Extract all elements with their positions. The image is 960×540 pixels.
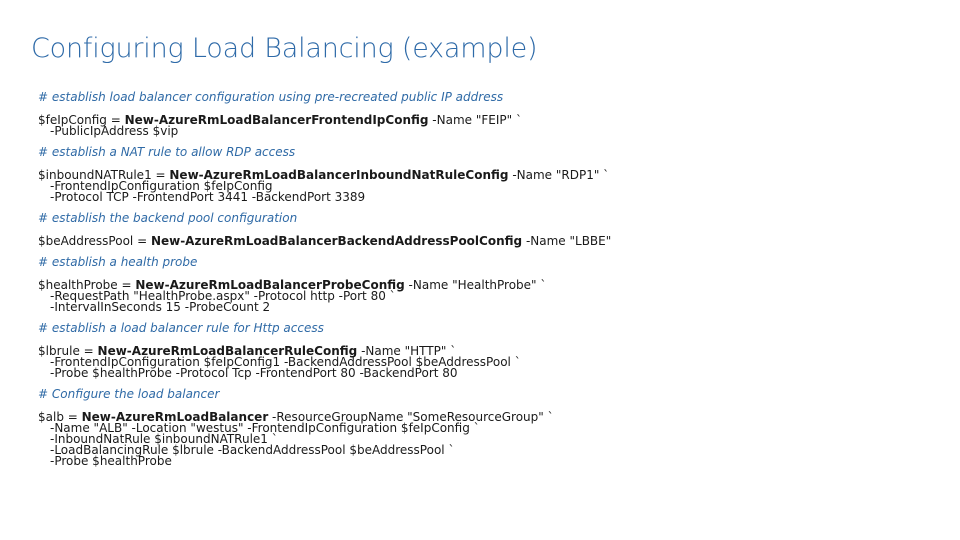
code-comment: # establish load balancer configuration using pre-recreated public IP address: [38, 90, 504, 104]
code-comment: # establish a health probe: [38, 255, 198, 269]
code-text: -LoadBalancingRule $lbrule -BackendAddressPool $beAddressPool `: [50, 443, 455, 457]
code-text: $feIpConfig =: [38, 113, 125, 127]
code-text: $lbrule =: [38, 344, 98, 358]
code-text: $healthProbe =: [38, 278, 136, 292]
cmdlet-name: New-AzureRmLoadBalancerProbeConfig: [135, 278, 405, 292]
code-text: -Probe $healthProbe: [50, 454, 172, 468]
code-line: [38, 192, 938, 203]
cmdlet-name: New-AzureRmLoadBalancerRuleConfig: [97, 344, 358, 358]
code-line: [38, 236, 938, 247]
code-line: [38, 368, 938, 379]
code-line: [38, 302, 938, 313]
cmdlet-name: New-AzureRmLoadBalancer: [81, 410, 269, 424]
code-line: [38, 456, 938, 467]
code-text: -Name "HTTP" `: [357, 344, 457, 358]
code-line: [38, 126, 938, 137]
code-text: -Name "LBBE": [522, 234, 612, 248]
code-block: [38, 346, 938, 379]
code-text: $beAddressPool =: [38, 234, 151, 248]
code-text: -PublicIpAddress $vip: [50, 124, 179, 138]
code-text: $alb =: [38, 410, 82, 424]
code-block: [38, 412, 938, 467]
code-text: -Name "ALB" -Location "westus" -FrontendIpConfiguration $feIpConfig `: [50, 421, 480, 435]
code-comment: # Configure the load balancer: [38, 387, 220, 401]
code-block: [38, 236, 938, 247]
code-text: -Name "FEIP" `: [428, 113, 522, 127]
code-text: -Name "RDP1" `: [508, 168, 610, 182]
cmdlet-name: New-AzureRmLoadBalancerFrontendIpConfig: [124, 113, 429, 127]
code-text: -InboundNatRule $inboundNATRule1 `: [50, 432, 278, 446]
code-text: -FrontendIpConfiguration $feIpConfig: [50, 179, 273, 193]
code-block: [38, 170, 938, 203]
code-block: [38, 115, 938, 137]
code-text: -Protocol TCP -FrontendPort 3441 -BackendPort 3389: [50, 190, 366, 204]
code-text: -Name "HealthProbe" `: [404, 278, 547, 292]
code-text: -FrontendIpConfiguration $feIpConfig1 -BackendAddressPool $beAddressPool `: [50, 355, 521, 369]
code-comment: # establish the backend pool configuration: [38, 211, 298, 225]
cmdlet-name: New-AzureRmLoadBalancerBackendAddressPoolConfig: [150, 234, 523, 248]
code-text: -IntervalInSeconds 15 -ProbeCount 2: [50, 300, 271, 314]
code-text: -ResourceGroupName "SomeResourceGroup" `: [268, 410, 554, 424]
code-text: $inboundNATRule1 =: [38, 168, 170, 182]
code-text: -RequestPath "HealthProbe.aspx" -Protocol http -Port 80 `: [50, 289, 396, 303]
code-listing: [38, 90, 938, 475]
code-comment: # establish a load balancer rule for Http access: [38, 321, 324, 335]
code-line: [38, 445, 938, 456]
slide-title: Configuring Load Balancing (example): [31, 33, 538, 64]
code-comment: # establish a NAT rule to allow RDP access: [38, 145, 296, 159]
code-text: -Probe $healthProbe -Protocol Tcp -FrontendPort 80 -BackendPort 80: [50, 366, 458, 380]
cmdlet-name: New-AzureRmLoadBalancerInboundNatRuleConfig: [169, 168, 509, 182]
code-block: [38, 280, 938, 313]
